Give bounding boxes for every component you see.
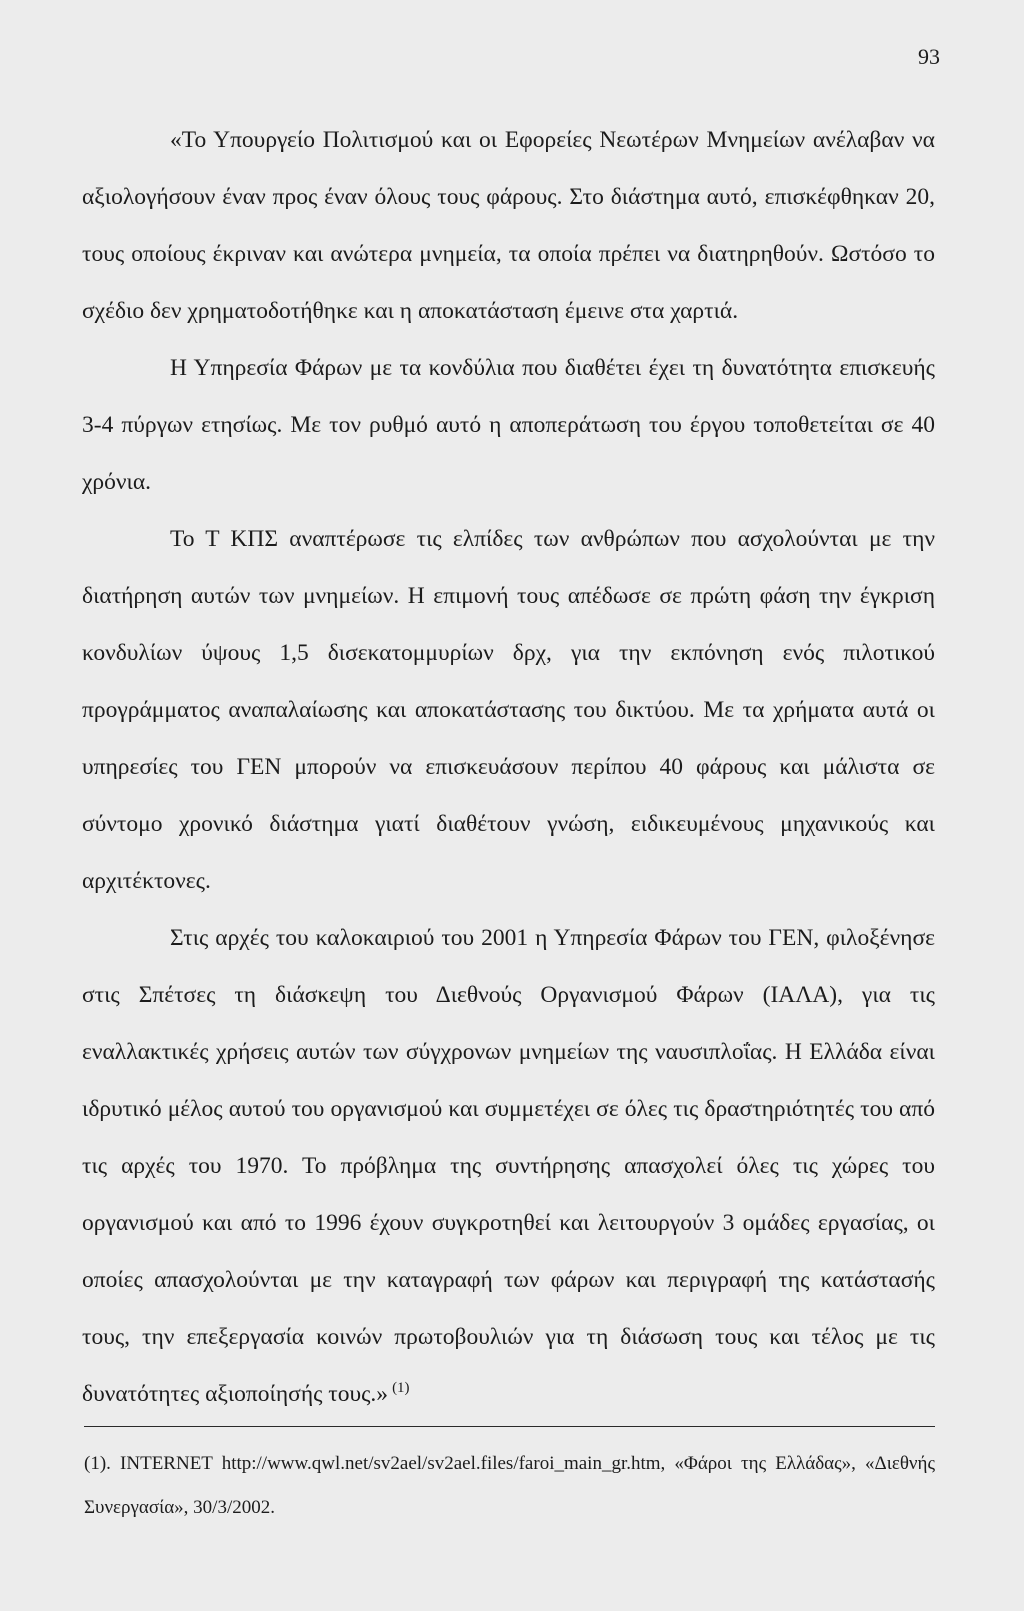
paragraph-1-text: «Το Υπουργείο Πολιτισμού και οι Εφορείες Νεωτέρων Μνημείων ανέλαβαν να αξιολογήσουν έναν προς έναν όλους τους φάρους. Στο διάστημα αυτό, επισκέφθηκαν 20, τους οποίους έκριναν και ανώτερα μνημεία, τα οποία πρέπει να διατηρηθούν. Ωστόσο το σχέδιο δεν χρηματοδοτήθηκε και η αποκατάσταση έμεινε στα χαρτιά. xyxy=(82,127,935,324)
paragraph-1 xyxy=(82,112,935,340)
footnote: (1). INTERNET http://www.qwl.net/sv2ael/sv2ael.files/faroi_main_gr.htm, «Φάροι της Ελλάδας», «Διεθνής Συνεργασία», 30/3/2002. xyxy=(84,1453,935,1518)
paragraph-3 xyxy=(82,511,935,910)
paragraph-2-text: Η Υπηρεσία Φάρων με τα κονδύλια που διαθέτει έχει τη δυνατότητα επισκευής 3-4 πύργων ετησίως. Με τον ρυθμό αυτό η αποπεράτωση του έργου τοποθετείται σε 40 χρόνια. xyxy=(82,355,935,495)
body-text xyxy=(82,112,935,1423)
paragraph-4 xyxy=(82,910,935,1423)
page-number: 93 xyxy=(918,44,940,69)
paragraph-2 xyxy=(82,340,935,511)
footnote-reference: (1) xyxy=(392,1380,410,1397)
paragraph-4-text: Στις αρχές του καλοκαιριού του 2001 η Υπηρεσία Φάρων του ΓΕΝ, φιλοξένησε στις Σπέτσες τη διάσκεψη του Διεθνούς Οργανισμού Φάρων (ΙΑΛΑ), για τις εναλλακτικές χρήσεις αυτών των σύγχρονων μνημείων της ναυσιπλοΐας. Η Ελλάδα είναι ιδρυτικό μέλος αυτού του οργανισμού και συμμετέχει σε όλες τις δραστηριότητές του από τις αρχές του 1970. Το πρόβλημα της συντήρησης απασχολεί όλες τις χώρες του οργανισμού και από το 1996 έχουν συγκροτηθεί και λειτουργούν 3 ομάδες εργασίας, οι οποίες απασχολούνται με την καταγραφή των φάρων και περιγραφή της κατάστασής τους, την επεξεργασία κοινών πρωτοβουλιών για τη διάσωση τους και τέλος με τις δυνατότητες αξιοποίησής τους.» xyxy=(82,925,935,1407)
footnote-divider xyxy=(84,1426,935,1427)
paragraph-3-text: Το Τ ΚΠΣ αναπτέρωσε τις ελπίδες των ανθρώπων που ασχολούνται με την διατήρηση αυτών των μνημείων. Η επιμονή τους απέδωσε σε πρώτη φάση την έγκριση κονδυλίων ύψους 1,5 δισεκατομμυρίων δρχ, για την εκπόνηση ενός πιλοτικού προγράμματος αναπαλαίωσης και αποκατάστασης του δικτύου. Με τα χρήματα αυτά οι υπηρεσίες του ΓΕΝ μπορούν να επισκευάσουν περίπου 40 φάρους και μάλιστα σε σύντομο χρονικό διάστημα γιατί διαθέτουν γνώση, ειδικευμένους μηχανικούς και αρχιτέκτονες. xyxy=(82,526,935,894)
